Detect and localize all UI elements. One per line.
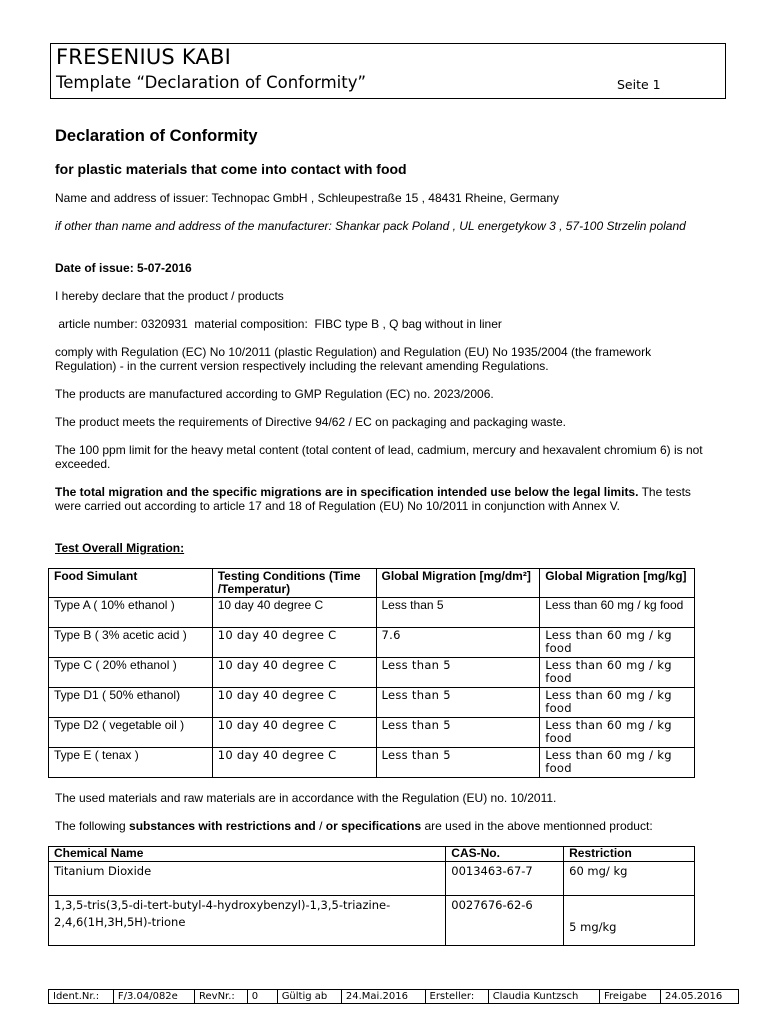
footer-release-date: 24.05.2016 xyxy=(660,990,738,1004)
substances-pre: The following xyxy=(55,819,130,833)
footer-ident-value: F/3.04/082e xyxy=(113,990,194,1004)
cell-migration-kg: Less than 60 mg / kg food xyxy=(540,748,695,778)
cell-migration-kg: Less than 60 mg / kg food xyxy=(540,628,695,658)
raw-materials-text: The used materials and raw materials are in accordance with the Regulation (EU) no. 10/2011. xyxy=(55,791,557,805)
table-row xyxy=(49,896,695,946)
cell-chemical-name: Titanium Dioxide xyxy=(49,862,446,896)
table-row xyxy=(49,748,695,778)
cell-conditions: 10 day 40 degree C xyxy=(212,658,376,688)
page-subtitle: for plastic materials that come into contact with food xyxy=(55,161,407,177)
table-row xyxy=(49,862,695,896)
cell-migration-dm2: Less than 5 xyxy=(376,688,540,718)
footer-rev-value: 0 xyxy=(247,990,277,1004)
cell-migration-dm2: Less than 5 xyxy=(376,658,540,688)
directive-text: The product meets the requirements of Directive 94/62 / EC on packaging and packaging waste. xyxy=(55,415,566,429)
cell-restriction: 5 mg/kg xyxy=(564,896,695,946)
cell-conditions: 10 day 40 degree C xyxy=(212,598,376,628)
cell-conditions: 10 day 40 degree C xyxy=(212,748,376,778)
header-restriction: Restriction xyxy=(564,847,695,862)
document-footer xyxy=(48,989,739,1004)
page-title: Declaration of Conformity xyxy=(55,127,258,145)
footer-valid-date: 24.Mai.2016 xyxy=(341,990,425,1004)
comply-text: comply with Regulation (EC) No 10/2011 (plastic Regulation) and Regulation (EU) No 1935/2004 (the framework Regulation) - in the current version respectively including the relevant amending Regulations. xyxy=(55,345,652,373)
template-title: Template “Declaration of Conformity” xyxy=(56,73,367,92)
cell-simulant: Type D1 ( 50% ethanol) xyxy=(49,688,213,718)
issuer-text: Name and address of issuer: Technopac GmbH , Schleupestraße 15 , 48431 Rheine, Germany xyxy=(55,191,560,205)
migration-statement-bold: The total migration and the specific migrations are in specification intended use below the legal limits. xyxy=(55,485,639,499)
gmp-text: The products are manufactured according to GMP Regulation (EC) no. 2023/2006. xyxy=(55,387,494,401)
cell-migration-kg: Less than 60 mg / kg food xyxy=(540,598,695,628)
page-number: Seite 1 xyxy=(617,77,661,92)
cell-migration-kg: Less than 60 mg / kg food xyxy=(540,658,695,688)
cell-migration-kg: Less than 60 mg / kg food xyxy=(540,688,695,718)
cell-conditions: 10 day 40 degree C xyxy=(212,688,376,718)
table-row xyxy=(49,628,695,658)
substances-bold: substances with restrictions and xyxy=(129,819,316,833)
cell-chemical-name: 1,3,5-tris(3,5-di-tert-butyl-4-hydroxybenzyl)-1,3,5-triazine-2,4,6(1H,3H,5H)-trione xyxy=(49,896,446,946)
manufacturer-text: if other than name and address of the manufacturer: Shankar pack Poland , UL energetykow 3 , 57-100 Strzelin poland xyxy=(55,219,686,233)
cell-simulant: Type E ( tenax ) xyxy=(49,748,213,778)
cell-migration-dm2: Less than 5 xyxy=(376,718,540,748)
substances-bold2: or specifications xyxy=(325,819,422,833)
cell-restriction: 60 mg/ kg xyxy=(564,862,695,896)
migration-statement-rest: The tests were carried out according to article 17 and 18 of Regulation (EU) No 10/2011 in conjunction with Annex V. xyxy=(55,485,691,513)
footer-author-name: Claudia Kuntzsch xyxy=(488,990,599,1004)
table-row xyxy=(49,598,695,628)
migration-header-row xyxy=(49,569,695,598)
cell-cas-no: 0013463-67-7 xyxy=(446,862,564,896)
migration-statement xyxy=(55,485,715,513)
cell-simulant: Type B ( 3% acetic acid ) xyxy=(49,628,213,658)
substances-mid: / xyxy=(315,819,326,833)
footer-ident-label: Ident.Nr.: xyxy=(49,990,114,1004)
cell-conditions: 10 day 40 degree C xyxy=(212,628,376,658)
header-global-migration-dm2: Global Migration [mg/dm²] xyxy=(376,569,540,598)
migration-table xyxy=(48,568,695,778)
cell-conditions: 10 day 40 degree C xyxy=(212,718,376,748)
cell-simulant: Type C ( 20% ethanol ) xyxy=(49,658,213,688)
header-cas-no: CAS-No. xyxy=(446,847,564,862)
header-chemical-name: Chemical Name xyxy=(49,847,446,862)
table-row xyxy=(49,688,695,718)
article-text: article number: 0320931 material composition: FIBC type B , Q bag without in liner xyxy=(55,317,502,331)
document-header xyxy=(50,43,726,99)
cell-cas-no: 0027676-62-6 xyxy=(446,896,564,946)
footer-valid-label: Gültig ab xyxy=(277,990,341,1004)
cell-migration-kg: Less than 60 mg / kg food xyxy=(540,718,695,748)
table-row xyxy=(49,658,695,688)
chemical-table xyxy=(48,846,695,946)
header-food-simulant: Food Simulant xyxy=(49,569,213,598)
substances-post: are used in the above mentionned product: xyxy=(421,819,653,833)
date-of-issue: Date of issue: 5-07-2016 xyxy=(55,261,192,275)
heavy-metal-text: The 100 ppm limit for the heavy metal content (total content of lead, cadmium, mercury and hexavalent chromium 6) is not exceeded. xyxy=(55,443,703,471)
footer-row xyxy=(49,990,739,1004)
cell-migration-dm2: 7.6 xyxy=(376,628,540,658)
table-row xyxy=(49,718,695,748)
cell-simulant: Type D2 ( vegetable oil ) xyxy=(49,718,213,748)
cell-migration-dm2: Less than 5 xyxy=(376,598,540,628)
footer-release-label: Freigabe xyxy=(600,990,661,1004)
test-overall-migration-heading: Test Overall Migration: xyxy=(55,541,185,555)
cell-simulant: Type A ( 10% ethanol ) xyxy=(49,598,213,628)
footer-author-label: Ersteller: xyxy=(425,990,488,1004)
cell-migration-dm2: Less than 5 xyxy=(376,748,540,778)
substances-text xyxy=(55,819,715,833)
footer-rev-label: RevNr.: xyxy=(195,990,248,1004)
header-global-migration-kg: Global Migration [mg/kg] xyxy=(540,569,695,598)
chemical-header-row xyxy=(49,847,695,862)
company-name: FRESENIUS KABI xyxy=(56,45,231,69)
declaration-intro: I hereby declare that the product / products xyxy=(55,289,284,303)
header-testing-conditions: Testing Conditions (Time /Temperatur) xyxy=(212,569,376,598)
